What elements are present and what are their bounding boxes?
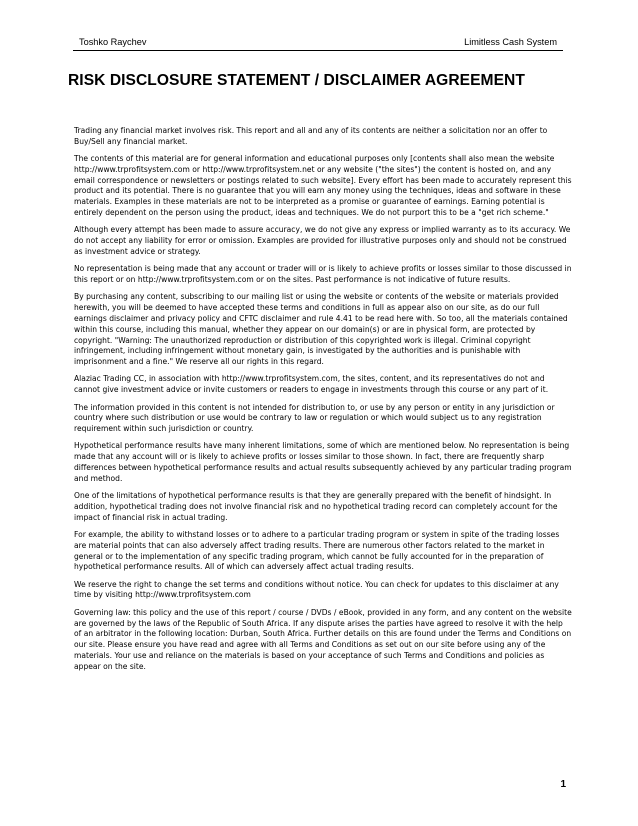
running-header <box>73 36 563 51</box>
paragraph-accuracy: Although every attempt has been made to assure accuracy, we do not give any express or implied warranty as to its accuracy. We do not accept any liability for error or omission. Examples are provided for illustrative purposes only and should not be construed as investment advice or strategy. <box>74 225 571 256</box>
paragraph-general-information: The contents of this material are for general information and educational purposes only [contents shall also mean the website http://www.trprofitsystem.com or http://www.trprofitsystem.net or any website ("the sites") the content is hosted on, and any email correspondence or newsletters or postings related to such website]. Every effort has been made to accurately represent this product and its potential. There is no guarantee that you will earn any money using the techniques, ideas and software in these materials. Examples in these materials are not to be interpreted as a promise or guarantee of earnings. Earning potential is entirely dependent on the person using the product, ideas and techniques. We do not purport this to be a "get rich scheme." <box>74 154 572 218</box>
paragraph-changes: We reserve the right to change the set terms and conditions without notice. You can check for updates to this disclaimer at any time by visiting http://www.trprofitsystem.com <box>74 579 559 600</box>
header-doc-title: Limitless Cash System <box>464 37 557 47</box>
header-author: Toshko Raychev <box>79 37 147 47</box>
paragraph-distribution: The information provided in this content is not intended for distribution to, or use by any person or entity in any jurisdiction or country where such distribution or use would be contrary to law or regulation or which would subject us to any registration requirement within such jurisdiction or country. <box>74 402 555 434</box>
paragraph-hindsight: One of the limitations of hypothetical performance results is that they are generally prepared with the benefit of hindsight. In addition, hypothetical trading does not involve financial risk and no hypothetical trading record can completely account for the impact of financial risk in actual trading. <box>74 491 558 522</box>
paragraph-no-representation: No representation is being made that any account or trader will or is likely to achieve profits or losses similar to those discussed in this report or on http://www.trprofitsystem.com or on the sites. Past performance is not indicative of future results. <box>74 264 572 285</box>
paragraph-trading-losses: For example, the ability to withstand losses or to adhere to a particular trading program or system in spite of the trading losses are material points that can also adversely affect trading results. There are numerous other factors related to the market in general or to the implementation of any specific trading program, which cannot be fully accounted for in the preparation of hypothetical performance results. All of which can adversely affect actual trading results. <box>74 530 560 572</box>
paragraph-terms-acceptance: By purchasing any content, subscribing to our mailing list or using the website or contents of the website or materials provided herewith, you will be deemed to have accepted these terms and conditions in full as appear also on our site, as do our full earnings disclaimer and privacy policy and CFTC disclaimer and rule 4.41 to be read here with. So too, all the materials contained within this course, including this manual, whether they appear on our domain(s) or are in physical form, are protected by copyright. "Warning: The unauthorized reproduction or distribution of this copyrighted work is illegal. Criminal copyright infringement, including infringement without monetary gain, is investigated by the authorities and is punishable with imprisonment and a fine." We reserve all our rights in this regard. <box>74 292 568 367</box>
page-number: 1 <box>560 779 566 790</box>
paragraph-hypothetical-results: Hypothetical performance results have many inherent limitations, some of which are mentioned below. No representation is being made that any account will or is likely to achieve profits or losses similar to those shown. In fact, there are frequently sharp differences between hypothetical performance results and actual results subsequently achieved by any particular trading program and method. <box>74 441 572 483</box>
paragraph-governing-law: Governing law: this policy and the use of this report / course / DVDs / eBook, provided in any form, and any content on the website are governed by the laws of the Republic of South Africa. If any dispute arises the parties have agreed to resolve it with the help of an arbitrator in the following location: Durban, South Africa. Further details on this are found under the Terms and Conditions on our site. Please ensure you have read and agree with all Terms and Conditions as set out on our site before using any of the materials. Your use and reliance on the materials is based on your acceptance of such Terms and Conditions and policies as appear on the site. <box>74 607 572 671</box>
disclaimer-body <box>74 126 572 679</box>
page-title: RISK DISCLOSURE STATEMENT / DISCLAIMER AGREEMENT <box>68 72 525 89</box>
paragraph-trading-risk: Trading any financial market involves risk. This report and all and any of its contents are neither a solicitation nor an offer to Buy/Sell any financial market. <box>74 126 548 146</box>
paragraph-no-investment-advice: Alaziac Trading CC, in association with http://www.trprofitsystem.com, the sites, content, and its representatives do not and cannot give investment advice or invite customers or readers to engage in investments through this course or any part of it. <box>74 374 549 395</box>
